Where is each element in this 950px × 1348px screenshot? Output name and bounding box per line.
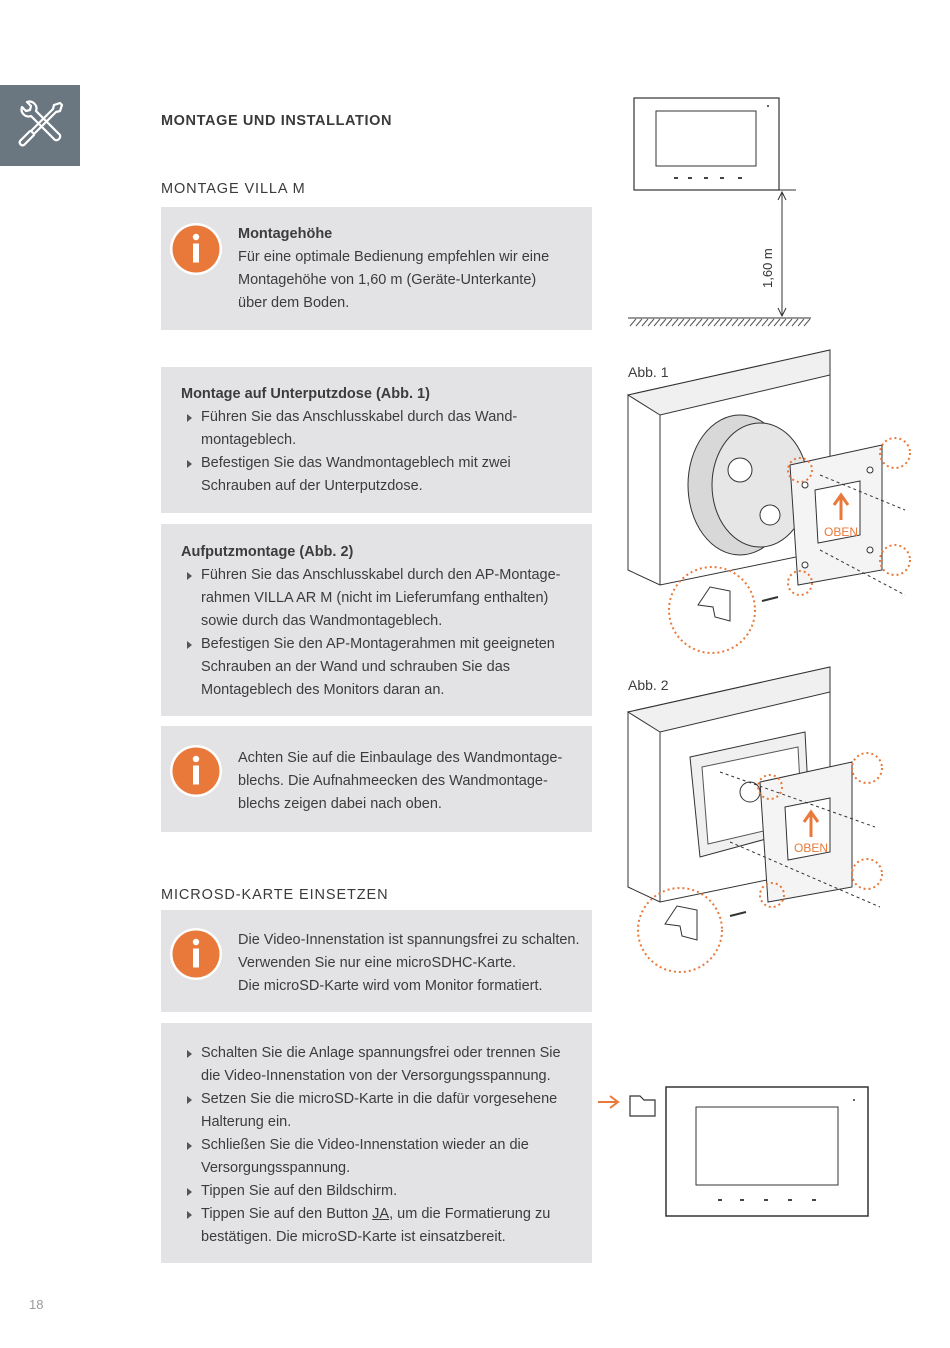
info-icon	[169, 222, 223, 276]
flush-box-mounting-figure	[620, 345, 920, 660]
info-icon	[169, 744, 223, 798]
info-box-orientation	[161, 726, 592, 832]
info-line: blechs. Die Aufnahmeecken des Wandmontage-	[238, 773, 548, 789]
mounting-height-figure	[626, 96, 816, 331]
info-text	[238, 929, 580, 998]
section-title-microsd: MICROSD-KARTE EINSETZEN	[161, 887, 389, 903]
info-line: Montagehöhe von 1,60 m (Geräte-Unterkante)	[238, 272, 537, 288]
info-line: über dem Boden.	[238, 295, 350, 311]
instruction-box-unterputz	[161, 367, 592, 513]
list-item: Schalten Sie die Anlage spannungsfrei oder trennen Sie die Video-Innenstation von der Versorgungsspannung.	[181, 1042, 561, 1088]
instruction-title: Montage auf Unterputzdose (Abb. 1)	[181, 386, 430, 402]
info-line: Die Video-Innenstation ist spannungsfrei zu schalten.	[238, 932, 580, 948]
info-line: Achten Sie auf die Einbaulage des Wandmontage-	[238, 750, 563, 766]
instruction-title: Aufputzmontage (Abb. 2)	[181, 544, 354, 560]
info-text	[238, 223, 549, 315]
info-line: Die microSD-Karte wird vom Monitor formatiert.	[238, 978, 543, 994]
instruction-box-microsd-steps	[161, 1023, 592, 1263]
list-item: Tippen Sie auf den Button JA, um die Formatierung zu bestätigen. Die microSD-Karte ist einsatzbereit.	[181, 1203, 561, 1249]
info-line: blechs zeigen dabei nach oben.	[238, 796, 442, 812]
list-item: Befestigen Sie den AP-Montagerahmen mit geeigneten Schrauben an der Wand und schrauben Sie das Montageblech des Monitors daran an.	[181, 633, 561, 702]
ja-button-reference: JA	[372, 1206, 390, 1222]
microsd-monitor-figure	[596, 1082, 874, 1222]
instruction-list	[181, 1042, 561, 1249]
list-item: Setzen Sie die microSD-Karte in die dafür vorgesehene Halterung ein.	[181, 1088, 561, 1134]
instruction-list	[181, 383, 517, 498]
info-line: Für eine optimale Bedienung empfehlen wir eine	[238, 249, 550, 265]
info-box-microsd	[161, 910, 592, 1012]
instruction-list	[181, 541, 561, 702]
oben-label: OBEN	[824, 525, 859, 539]
page-title: MONTAGE UND INSTALLATION	[161, 113, 393, 129]
page-number: 18	[29, 1297, 44, 1312]
tools-icon	[10, 97, 70, 155]
figure-label-1: Abb. 1	[628, 364, 669, 380]
height-label: 1,60 m	[760, 248, 775, 288]
list-item: Führen Sie das Anschlusskabel durch den AP-Montage- rahmen VILLA AR M (nicht im Lieferumfang enthalten) sowie durch das Wandmontageblech.	[181, 564, 561, 633]
list-item: Schließen Sie die Video-Innenstation wieder an die Versorgungsspannung.	[181, 1134, 561, 1180]
oben-label: OBEN	[794, 841, 829, 855]
info-title: Montagehöhe	[238, 226, 333, 242]
info-line: Verwenden Sie nur eine microSDHC-Karte.	[238, 955, 517, 971]
info-box-height	[161, 207, 592, 330]
list-item: Befestigen Sie das Wandmontageblech mit zwei Schrauben auf der Unterputzdose.	[181, 452, 517, 498]
info-icon	[169, 927, 223, 981]
surface-mounting-figure	[620, 662, 920, 977]
chapter-tab	[0, 85, 80, 166]
section-title-villa: MONTAGE VILLA M	[161, 181, 306, 197]
info-text	[238, 747, 562, 816]
figure-label-2: Abb. 2	[628, 677, 669, 693]
list-item: Führen Sie das Anschlusskabel durch das Wand- montageblech.	[181, 406, 517, 452]
list-item: Tippen Sie auf den Bildschirm.	[181, 1180, 561, 1203]
instruction-box-aufputz	[161, 524, 592, 716]
